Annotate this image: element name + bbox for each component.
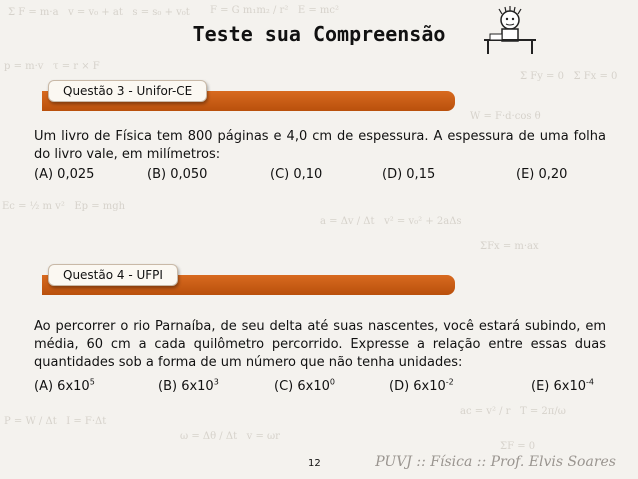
background-formulas: Σ F = m·a v = v₀ + at s = s₀ + v₀t F = G m₁m₂ / r² E = mc² Σ Fy = 0 Σ Fx = 0 p = m·v τ = r × F W = F·d·cos θ Ec = ½ m v² Ep = mgh a = Δv / Δt v² = v₀² + 2aΔs ΣFx = m·ax P = W / Δt I = F·Δt ω = Δθ / Δt v = ωr ac = v² / r T = 2π/ω ΣF = 0 — [2, 5, 618, 452]
option-b: (B) $6x10^3$ — [158, 377, 219, 394]
question-text: Um livro de Física tem 800 páginas e 4,0 cm de espessura. A espessura de uma folha do livro vale, em milímetros: — [34, 129, 606, 162]
option-c: (C) 0,10 — [270, 167, 323, 182]
option-d: (D) $6x10^{-2}$ — [389, 377, 454, 394]
answer-options — [34, 166, 606, 184]
option-e: (E) 0,20 — [516, 167, 568, 182]
option-a: (A) $6x10^5$ — [34, 377, 95, 394]
option-b: (B) 0,050 — [147, 167, 208, 182]
question-label: Questão 4 - UFPI — [48, 264, 178, 286]
option-c: (C) $6x10^0$ — [274, 377, 335, 394]
question-label: Questão 3 - Unifor-CE — [48, 80, 207, 102]
mascot-illustration — [480, 6, 540, 56]
slide-title: Teste sua Compreensão — [192, 22, 446, 46]
question-text: Ao percorrer o rio Parnaíba, de seu delta até suas nascentes, você estará subindo, em média, 60 cm a cada quilômetro percorrido. Expresse a relação entre essas duas quantidades sob a forma de um número que não tenha unidades: — [34, 319, 606, 370]
answer-options — [34, 378, 606, 396]
page-number: 12 — [308, 458, 321, 469]
footer-credit: PUVJ :: Física :: Prof. Elvis Soares — [375, 454, 616, 470]
option-e: (E) $6x10^{-4}$ — [531, 377, 594, 394]
option-a: (A) 0,025 — [34, 167, 95, 182]
option-d: (D) 0,15 — [382, 167, 436, 182]
